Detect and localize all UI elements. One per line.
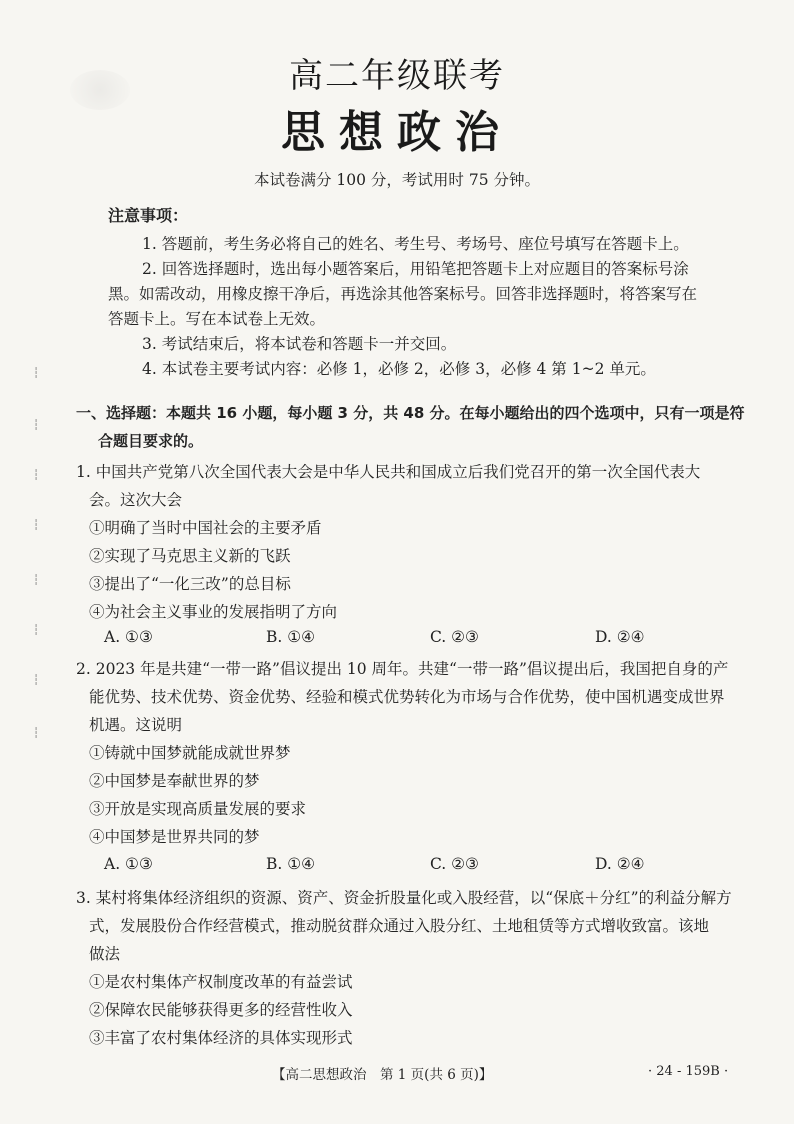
- choice-b: B. ①④: [266, 855, 316, 873]
- exam-code: · 24 - 159B ·: [648, 1064, 729, 1079]
- question-item: ①铸就中国梦就能成就世界梦: [89, 744, 291, 762]
- choice-a: A. ①③: [104, 855, 153, 873]
- question-stem: 式，发展股份合作经营模式，推动脱贫群众通过入股分红、土地租赁等方式增收致富。该地: [89, 917, 710, 935]
- exam-intro: 本试卷满分 100 分，考试用时 75 分钟。: [253, 171, 541, 189]
- question-stem: 1. 中国共产党第八次全国代表大会是中华人民共和国成立后我们党召开的第一次全国代表大: [76, 463, 701, 481]
- choice-a: A. ①③: [104, 628, 153, 646]
- notice-line: 1. 答题前，考生务必将自己的姓名、考生号、考场号、座位号填写在答题卡上。: [142, 235, 689, 253]
- question-item: ④为社会主义事业的发展指明了方向: [89, 603, 338, 621]
- question-item: ③提出了“一化三改”的总目标: [89, 575, 291, 593]
- notice-line: 3. 考试结束后，将本试卷和答题卡一并交回。: [142, 335, 457, 353]
- choice-d: D. ②④: [595, 628, 645, 646]
- question-item: ④中国梦是世界共同的梦: [89, 828, 260, 846]
- margin-mark: ┆: [33, 520, 40, 531]
- notice-heading: 注意事项：: [108, 206, 189, 225]
- margin-mark: ┆: [33, 368, 40, 379]
- margin-mark: ┆: [33, 675, 40, 686]
- choice-c: C. ②③: [430, 628, 479, 646]
- margin-mark: ┆: [33, 420, 40, 431]
- notice-line: 黑。如需改动，用橡皮擦干净后，再选涂其他答案标号。回答非选择题时，将答案写在: [108, 285, 698, 303]
- question-stem: 3. 某村将集体经济组织的资源、资产、资金折股量化或入股经营，以“保底＋分红”的利益分解方: [76, 889, 732, 907]
- margin-mark: ┆: [33, 470, 40, 481]
- section-heading-cont: 合题目要求的。: [98, 432, 204, 450]
- notice-line: 4. 本试卷主要考试内容：必修 1，必修 2，必修 3，必修 4 第 1~2 单元。: [142, 360, 656, 378]
- question-item: ③丰富了农村集体经济的具体实现形式: [89, 1029, 353, 1047]
- notice-line: 答题卡上。写在本试卷上无效。: [108, 310, 326, 328]
- question-stem: 机遇。这说明: [89, 716, 183, 734]
- margin-mark: ┆: [33, 625, 40, 636]
- choice-c: C. ②③: [430, 855, 479, 873]
- choice-d: D. ②④: [595, 855, 645, 873]
- question-stem: 会。这次大会: [89, 491, 183, 509]
- section-heading: 一、选择题：本题共 16 小题，每小题 3 分，共 48 分。在每小题给出的四个选项中，只有一项是符: [76, 404, 745, 422]
- page-footer: 【高二思想政治 第 1 页(共 6 页)】: [272, 1067, 493, 1083]
- notice-line: 2. 回答选择题时，选出每小题答案后，用铅笔把答题卡上对应题目的答案标号涂: [142, 260, 689, 278]
- question-item: ②中国梦是奉献世界的梦: [89, 772, 260, 790]
- margin-mark: ┆: [33, 575, 40, 586]
- choice-b: B. ①④: [266, 628, 316, 646]
- question-item: ①明确了当时中国社会的主要矛盾: [89, 519, 322, 537]
- question-item: ②实现了马克思主义新的飞跃: [89, 547, 291, 565]
- question-stem: 2. 2023 年是共建“一带一路”倡议提出 10 周年。共建“一带一路”倡议提出后，我国把自身的产: [76, 660, 729, 678]
- question-stem: 做法: [89, 945, 121, 963]
- exam-title: 高二年级联考: [289, 56, 505, 96]
- subject-title: 思想政治: [281, 107, 513, 158]
- question-item: ③开放是实现高质量发展的要求: [89, 800, 307, 818]
- question-stem: 能优势、技术优势、资金优势、经验和模式优势转化为市场与合作优势，使中国机遇变成世界: [89, 688, 725, 706]
- question-item: ①是农村集体产权制度改革的有益尝试: [89, 973, 353, 991]
- margin-mark: ┆: [33, 728, 40, 739]
- question-item: ②保障农民能够获得更多的经营性收入: [89, 1001, 353, 1019]
